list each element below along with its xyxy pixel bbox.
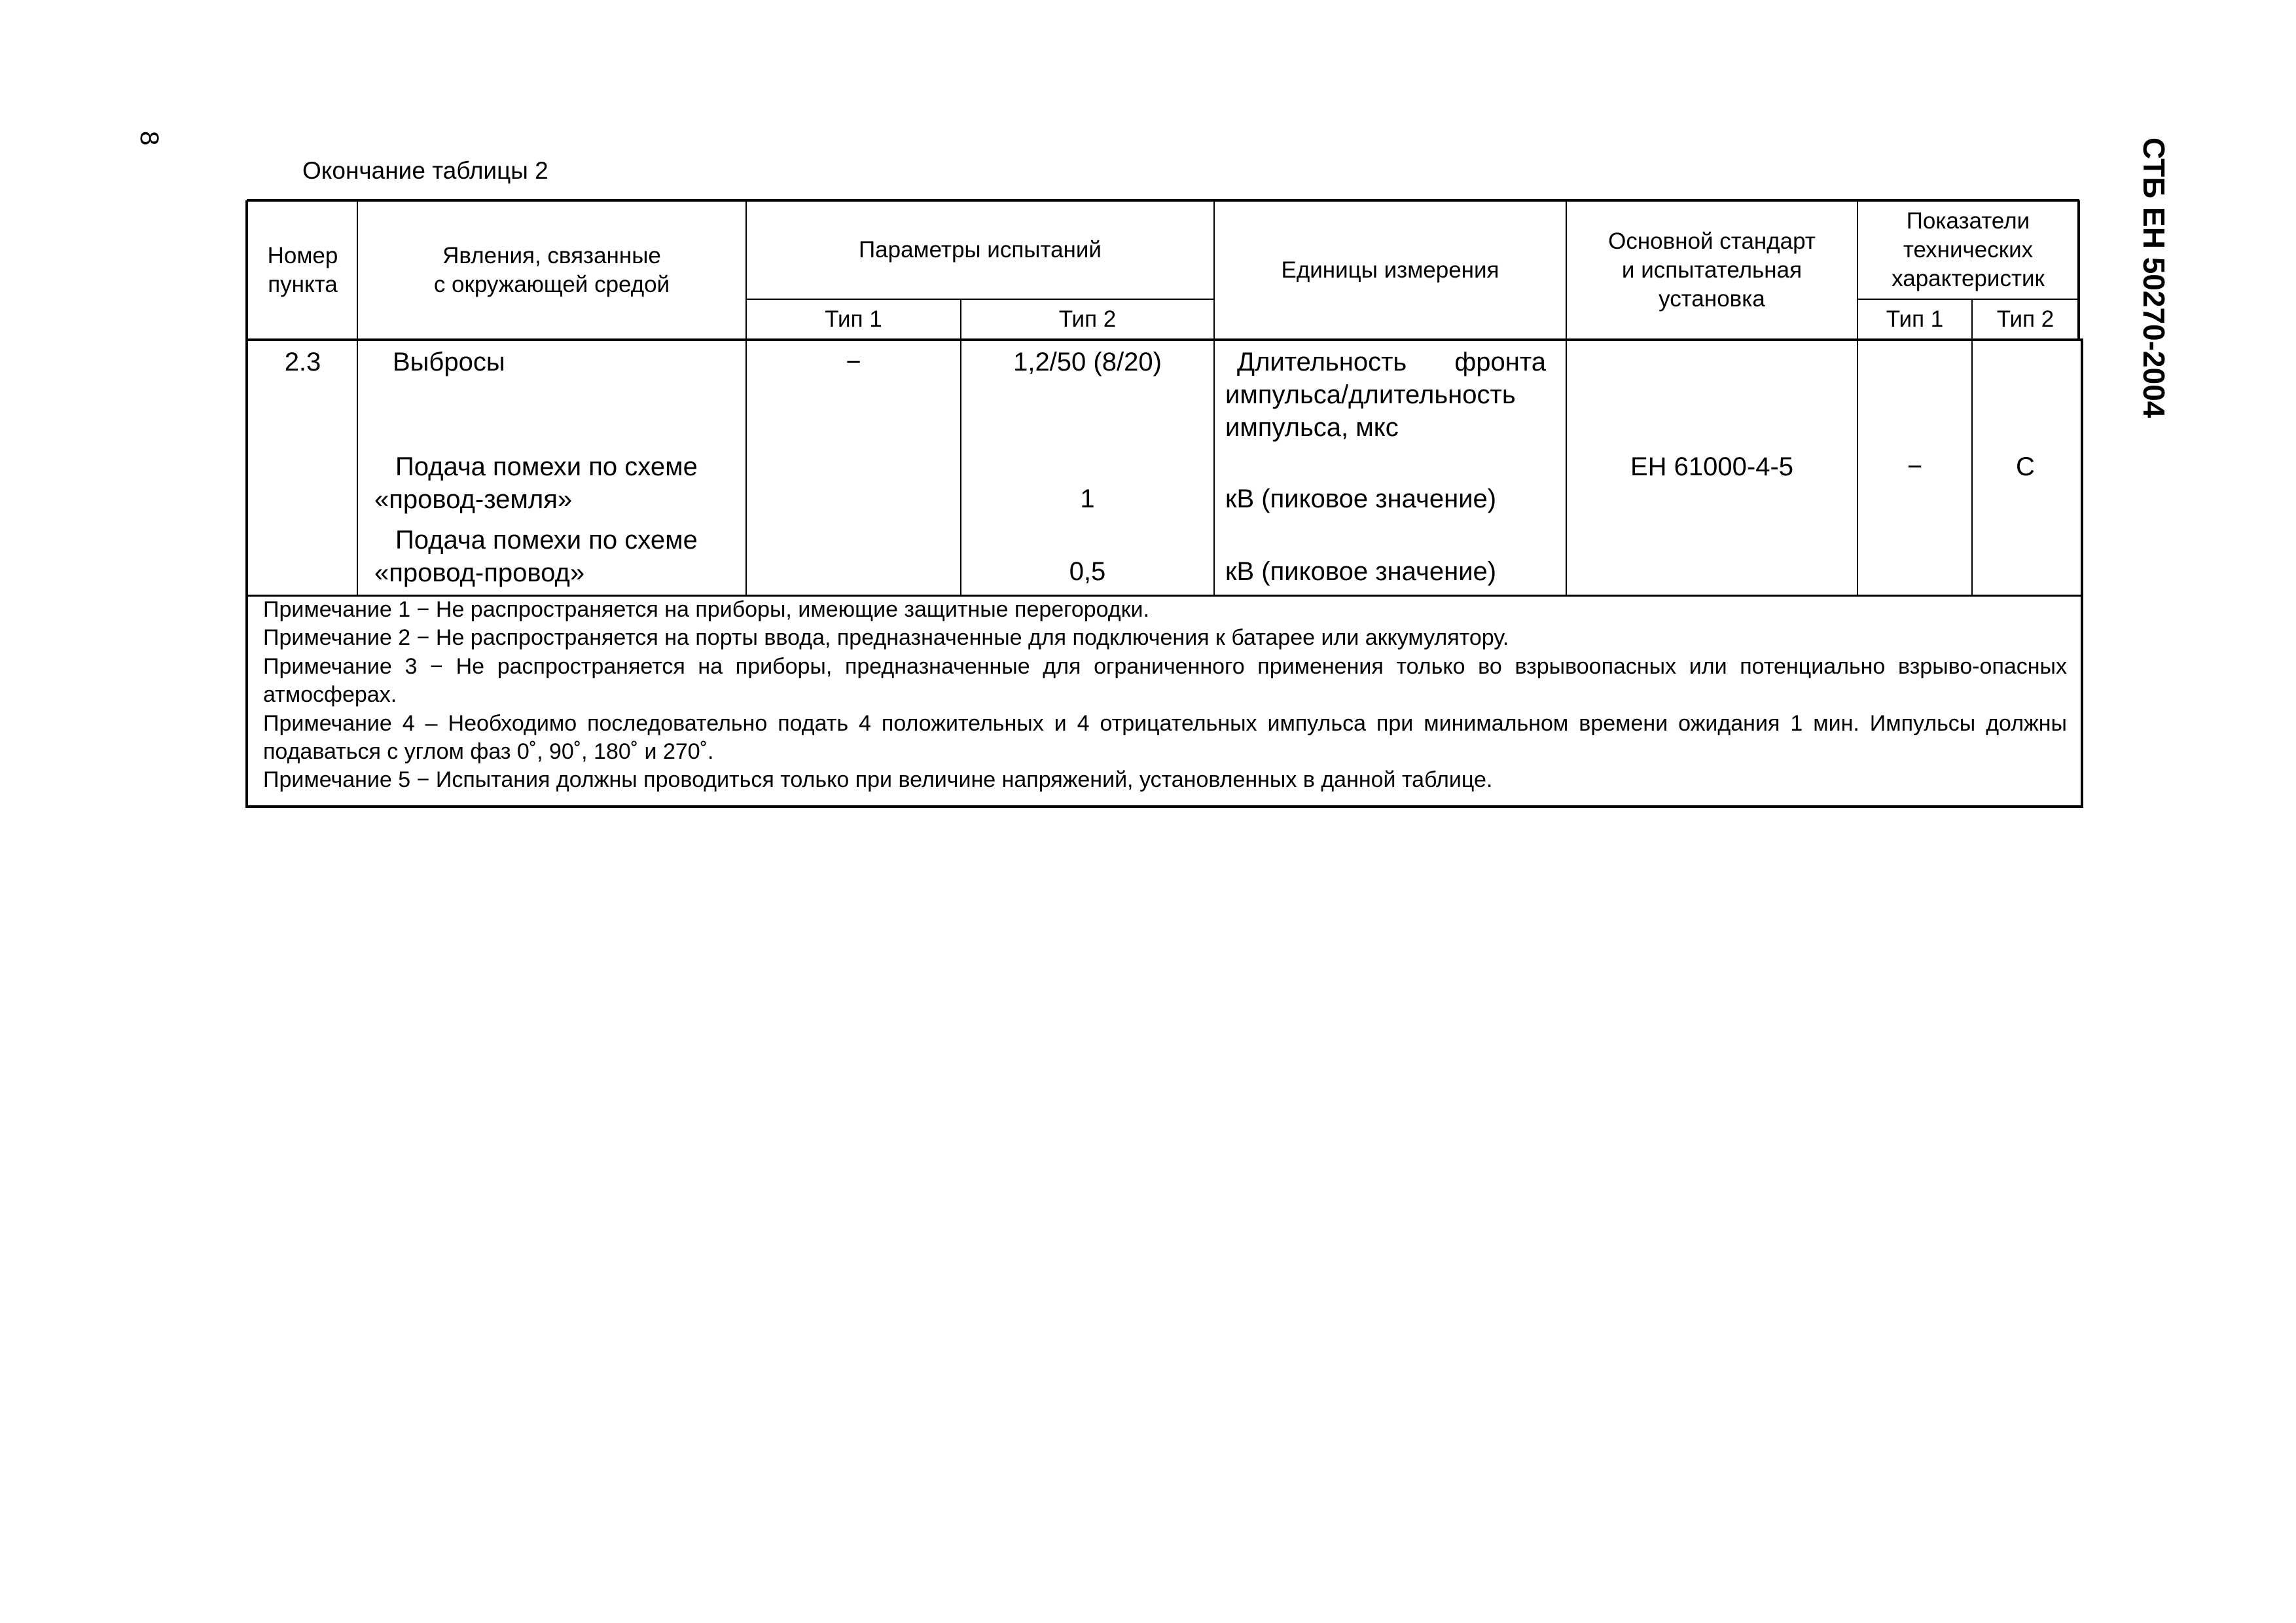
table-notes (263, 596, 2067, 795)
row-performance-type2: С (2016, 452, 2035, 481)
row-type2-value-wire-wire: 0,5 (1069, 557, 1106, 586)
header-test-parameters: Параметры испытаний (859, 237, 1102, 263)
document-code: СТБ ЕН 50270-2004 (2137, 137, 2171, 418)
note-3: Примечание 3 − Не распространяется на приборы, предназначенные для ограниченного применения только во взрывоопасных или потенциально взрыво-опасных атмосферах. (263, 653, 2067, 708)
header-basic-standard: Основной стандарт и испытательная установка (1608, 228, 1816, 312)
row-basic-standard: ЕН 61000-4-5 (1630, 452, 1794, 481)
row-subcase-wire-earth: Подача помехи по схеме «провод-земля» (374, 452, 698, 514)
header-performance: Показатели технических характеристик (1892, 208, 2045, 291)
row-item-number: 2.3 (284, 348, 321, 376)
row-unit-main: Длительность фронта импульса/длительность импульса, мкс (1225, 348, 1546, 442)
header-test-type1: Тип 1 (825, 306, 882, 332)
row-performance-type1: − (1907, 452, 1923, 481)
row-unit-wire-earth: кВ (пиковое значение) (1225, 484, 1497, 513)
header-item-number: Номер пункта (267, 243, 338, 297)
row-unit-wire-wire: кВ (пиковое значение) (1225, 557, 1497, 586)
row-type2-value-wire-earth: 1 (1080, 484, 1095, 513)
header-units: Единицы измерения (1281, 257, 1499, 283)
note-5: Примечание 5 − Испытания должны проводиться только при величине напряжений, установленных в данной таблице. (263, 767, 1493, 793)
row-type2-value-main: 1,2/50 (8/20) (1013, 348, 1162, 376)
note-4: Примечание 4 – Необходимо последовательно подать 4 положительных и 4 отрицательных импульса при минимальном времени ожидания 1 мин. Импульсы должны подаваться с углом фаз 0˚, 90˚, 180˚ и 270˚. (263, 710, 2067, 765)
note-1: Примечание 1 − Не распространяется на приборы, имеющие защитные перегородки. (263, 597, 1149, 622)
header-test-type2: Тип 2 (1058, 306, 1117, 332)
header-performance-type2: Тип 2 (1996, 306, 2054, 332)
table-caption: Окончание таблицы 2 (302, 157, 548, 184)
page-number: 8 (135, 131, 164, 146)
note-2: Примечание 2 − Не распространяется на порты ввода, предназначенные для подключения к батарее или аккумулятору. (263, 625, 1509, 651)
header-phenomena: Явления, связанные с окружающей средой (433, 243, 670, 297)
row-subcase-wire-wire: Подача помехи по схеме «провод-провод» (374, 526, 698, 587)
header-performance-type1: Тип 1 (1886, 306, 1944, 332)
row-phenomenon: Выбросы (393, 348, 505, 376)
row-type1-value: − (846, 348, 861, 376)
